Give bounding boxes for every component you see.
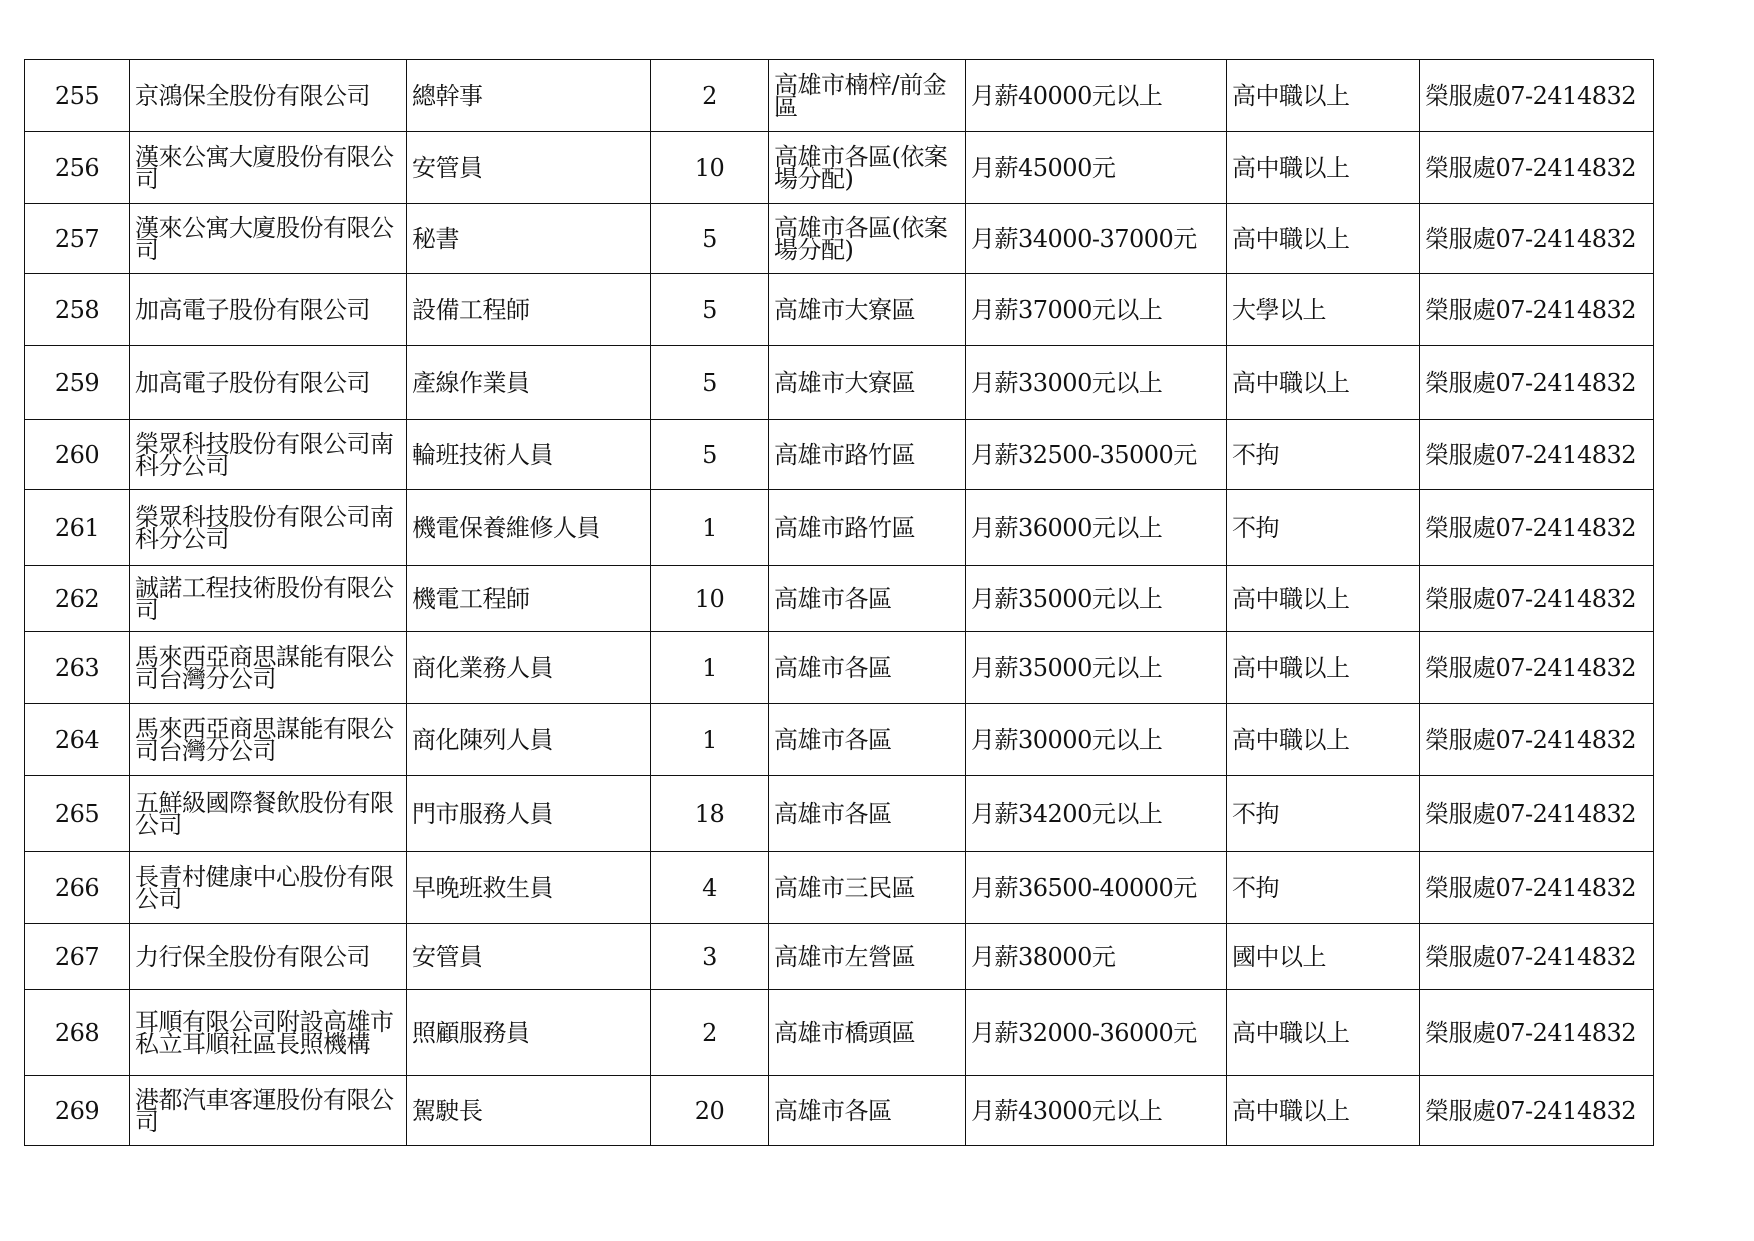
company-name: 加高電子股份有限公司 (130, 346, 407, 420)
openings-count: 18 (651, 776, 769, 852)
contact-info: 榮服處07-2414832 (1420, 632, 1654, 704)
contact-info: 榮服處07-2414832 (1420, 990, 1654, 1076)
job-title: 機電保養維修人員 (407, 490, 651, 566)
work-location: 高雄市路竹區 (769, 420, 966, 490)
job-title: 商化陳列人員 (407, 704, 651, 776)
company-name: 誠諾工程技術股份有限公司 (130, 566, 407, 632)
salary: 月薪35000元以上 (966, 632, 1227, 704)
openings-count: 4 (651, 852, 769, 924)
company-name: 漢來公寓大廈股份有限公司 (130, 132, 407, 204)
row-number: 268 (25, 990, 130, 1076)
company-name: 馬來西亞商思謀能有限公司台灣分公司 (130, 704, 407, 776)
row-number: 257 (25, 204, 130, 274)
salary: 月薪40000元以上 (966, 60, 1227, 132)
work-location: 高雄市路竹區 (769, 490, 966, 566)
salary: 月薪45000元 (966, 132, 1227, 204)
company-name: 榮眾科技股份有限公司南科分公司 (130, 490, 407, 566)
job-title: 商化業務人員 (407, 632, 651, 704)
work-location: 高雄市橋頭區 (769, 990, 966, 1076)
work-location: 高雄市各區 (769, 776, 966, 852)
salary: 月薪36500-40000元 (966, 852, 1227, 924)
work-location: 高雄市各區 (769, 1076, 966, 1146)
row-number: 259 (25, 346, 130, 420)
job-title: 早晚班救生員 (407, 852, 651, 924)
contact-info: 榮服處07-2414832 (1420, 420, 1654, 490)
company-name: 港都汽車客運股份有限公司 (130, 1076, 407, 1146)
contact-info: 榮服處07-2414832 (1420, 60, 1654, 132)
salary: 月薪32000-36000元 (966, 990, 1227, 1076)
company-name: 長青村健康中心股份有限公司 (130, 852, 407, 924)
contact-info: 榮服處07-2414832 (1420, 566, 1654, 632)
work-location: 高雄市各區 (769, 632, 966, 704)
openings-count: 10 (651, 566, 769, 632)
row-number: 266 (25, 852, 130, 924)
salary: 月薪33000元以上 (966, 346, 1227, 420)
row-number: 258 (25, 274, 130, 346)
education-requirement: 高中職以上 (1227, 60, 1420, 132)
openings-count: 1 (651, 632, 769, 704)
row-number: 261 (25, 490, 130, 566)
openings-count: 5 (651, 204, 769, 274)
table-row (25, 852, 1654, 924)
table-row (25, 566, 1654, 632)
table-row (25, 420, 1654, 490)
table-row (25, 990, 1654, 1076)
contact-info: 榮服處07-2414832 (1420, 132, 1654, 204)
row-number: 269 (25, 1076, 130, 1146)
contact-info: 榮服處07-2414832 (1420, 776, 1654, 852)
work-location: 高雄市各區 (769, 704, 966, 776)
contact-info: 榮服處07-2414832 (1420, 204, 1654, 274)
table-row (25, 924, 1654, 990)
table-row (25, 132, 1654, 204)
table-row (25, 1076, 1654, 1146)
contact-info: 榮服處07-2414832 (1420, 346, 1654, 420)
salary: 月薪36000元以上 (966, 490, 1227, 566)
job-title: 安管員 (407, 924, 651, 990)
row-number: 262 (25, 566, 130, 632)
company-name: 京鴻保全股份有限公司 (130, 60, 407, 132)
job-listing-table (24, 59, 1654, 1146)
work-location: 高雄市大寮區 (769, 346, 966, 420)
education-requirement: 高中職以上 (1227, 566, 1420, 632)
work-location: 高雄市各區(依案場分配) (769, 132, 966, 204)
salary: 月薪43000元以上 (966, 1076, 1227, 1146)
contact-info: 榮服處07-2414832 (1420, 924, 1654, 990)
row-number: 265 (25, 776, 130, 852)
salary: 月薪37000元以上 (966, 274, 1227, 346)
table-row (25, 346, 1654, 420)
salary: 月薪30000元以上 (966, 704, 1227, 776)
education-requirement: 高中職以上 (1227, 346, 1420, 420)
company-name: 加高電子股份有限公司 (130, 274, 407, 346)
salary: 月薪35000元以上 (966, 566, 1227, 632)
openings-count: 5 (651, 274, 769, 346)
salary: 月薪34200元以上 (966, 776, 1227, 852)
contact-info: 榮服處07-2414832 (1420, 490, 1654, 566)
salary: 月薪34000-37000元 (966, 204, 1227, 274)
work-location: 高雄市楠梓/前金區 (769, 60, 966, 132)
education-requirement: 高中職以上 (1227, 632, 1420, 704)
job-title: 安管員 (407, 132, 651, 204)
openings-count: 20 (651, 1076, 769, 1146)
company-name: 五鮮級國際餐飲股份有限公司 (130, 776, 407, 852)
company-name: 榮眾科技股份有限公司南科分公司 (130, 420, 407, 490)
contact-info: 榮服處07-2414832 (1420, 274, 1654, 346)
work-location: 高雄市大寮區 (769, 274, 966, 346)
education-requirement: 不拘 (1227, 420, 1420, 490)
company-name: 馬來西亞商思謀能有限公司台灣分公司 (130, 632, 407, 704)
openings-count: 1 (651, 704, 769, 776)
education-requirement: 高中職以上 (1227, 990, 1420, 1076)
company-name: 耳順有限公司附設高雄市私立耳順社區長照機構 (130, 990, 407, 1076)
row-number: 255 (25, 60, 130, 132)
education-requirement: 高中職以上 (1227, 1076, 1420, 1146)
salary: 月薪32500-35000元 (966, 420, 1227, 490)
education-requirement: 不拘 (1227, 776, 1420, 852)
education-requirement: 國中以上 (1227, 924, 1420, 990)
contact-info: 榮服處07-2414832 (1420, 852, 1654, 924)
work-location: 高雄市各區(依案場分配) (769, 204, 966, 274)
row-number: 256 (25, 132, 130, 204)
work-location: 高雄市左營區 (769, 924, 966, 990)
openings-count: 5 (651, 346, 769, 420)
openings-count: 1 (651, 490, 769, 566)
education-requirement: 高中職以上 (1227, 704, 1420, 776)
job-title: 機電工程師 (407, 566, 651, 632)
contact-info: 榮服處07-2414832 (1420, 704, 1654, 776)
row-number: 264 (25, 704, 130, 776)
job-title: 設備工程師 (407, 274, 651, 346)
row-number: 260 (25, 420, 130, 490)
openings-count: 2 (651, 60, 769, 132)
company-name: 力行保全股份有限公司 (130, 924, 407, 990)
job-rows (25, 60, 1654, 1146)
openings-count: 2 (651, 990, 769, 1076)
table-row (25, 704, 1654, 776)
job-title: 駕駛長 (407, 1076, 651, 1146)
table-row (25, 490, 1654, 566)
table-row (25, 632, 1654, 704)
row-number: 267 (25, 924, 130, 990)
education-requirement: 大學以上 (1227, 274, 1420, 346)
job-title: 門市服務人員 (407, 776, 651, 852)
job-title: 產線作業員 (407, 346, 651, 420)
job-title: 秘書 (407, 204, 651, 274)
company-name: 漢來公寓大廈股份有限公司 (130, 204, 407, 274)
education-requirement: 高中職以上 (1227, 132, 1420, 204)
openings-count: 3 (651, 924, 769, 990)
job-title: 總幹事 (407, 60, 651, 132)
work-location: 高雄市三民區 (769, 852, 966, 924)
work-location: 高雄市各區 (769, 566, 966, 632)
education-requirement: 不拘 (1227, 852, 1420, 924)
row-number: 263 (25, 632, 130, 704)
table-row (25, 776, 1654, 852)
table-row (25, 204, 1654, 274)
openings-count: 10 (651, 132, 769, 204)
job-title: 輪班技術人員 (407, 420, 651, 490)
job-title: 照顧服務員 (407, 990, 651, 1076)
openings-count: 5 (651, 420, 769, 490)
education-requirement: 不拘 (1227, 490, 1420, 566)
education-requirement: 高中職以上 (1227, 204, 1420, 274)
contact-info: 榮服處07-2414832 (1420, 1076, 1654, 1146)
table-row (25, 274, 1654, 346)
table-row (25, 60, 1654, 132)
salary: 月薪38000元 (966, 924, 1227, 990)
